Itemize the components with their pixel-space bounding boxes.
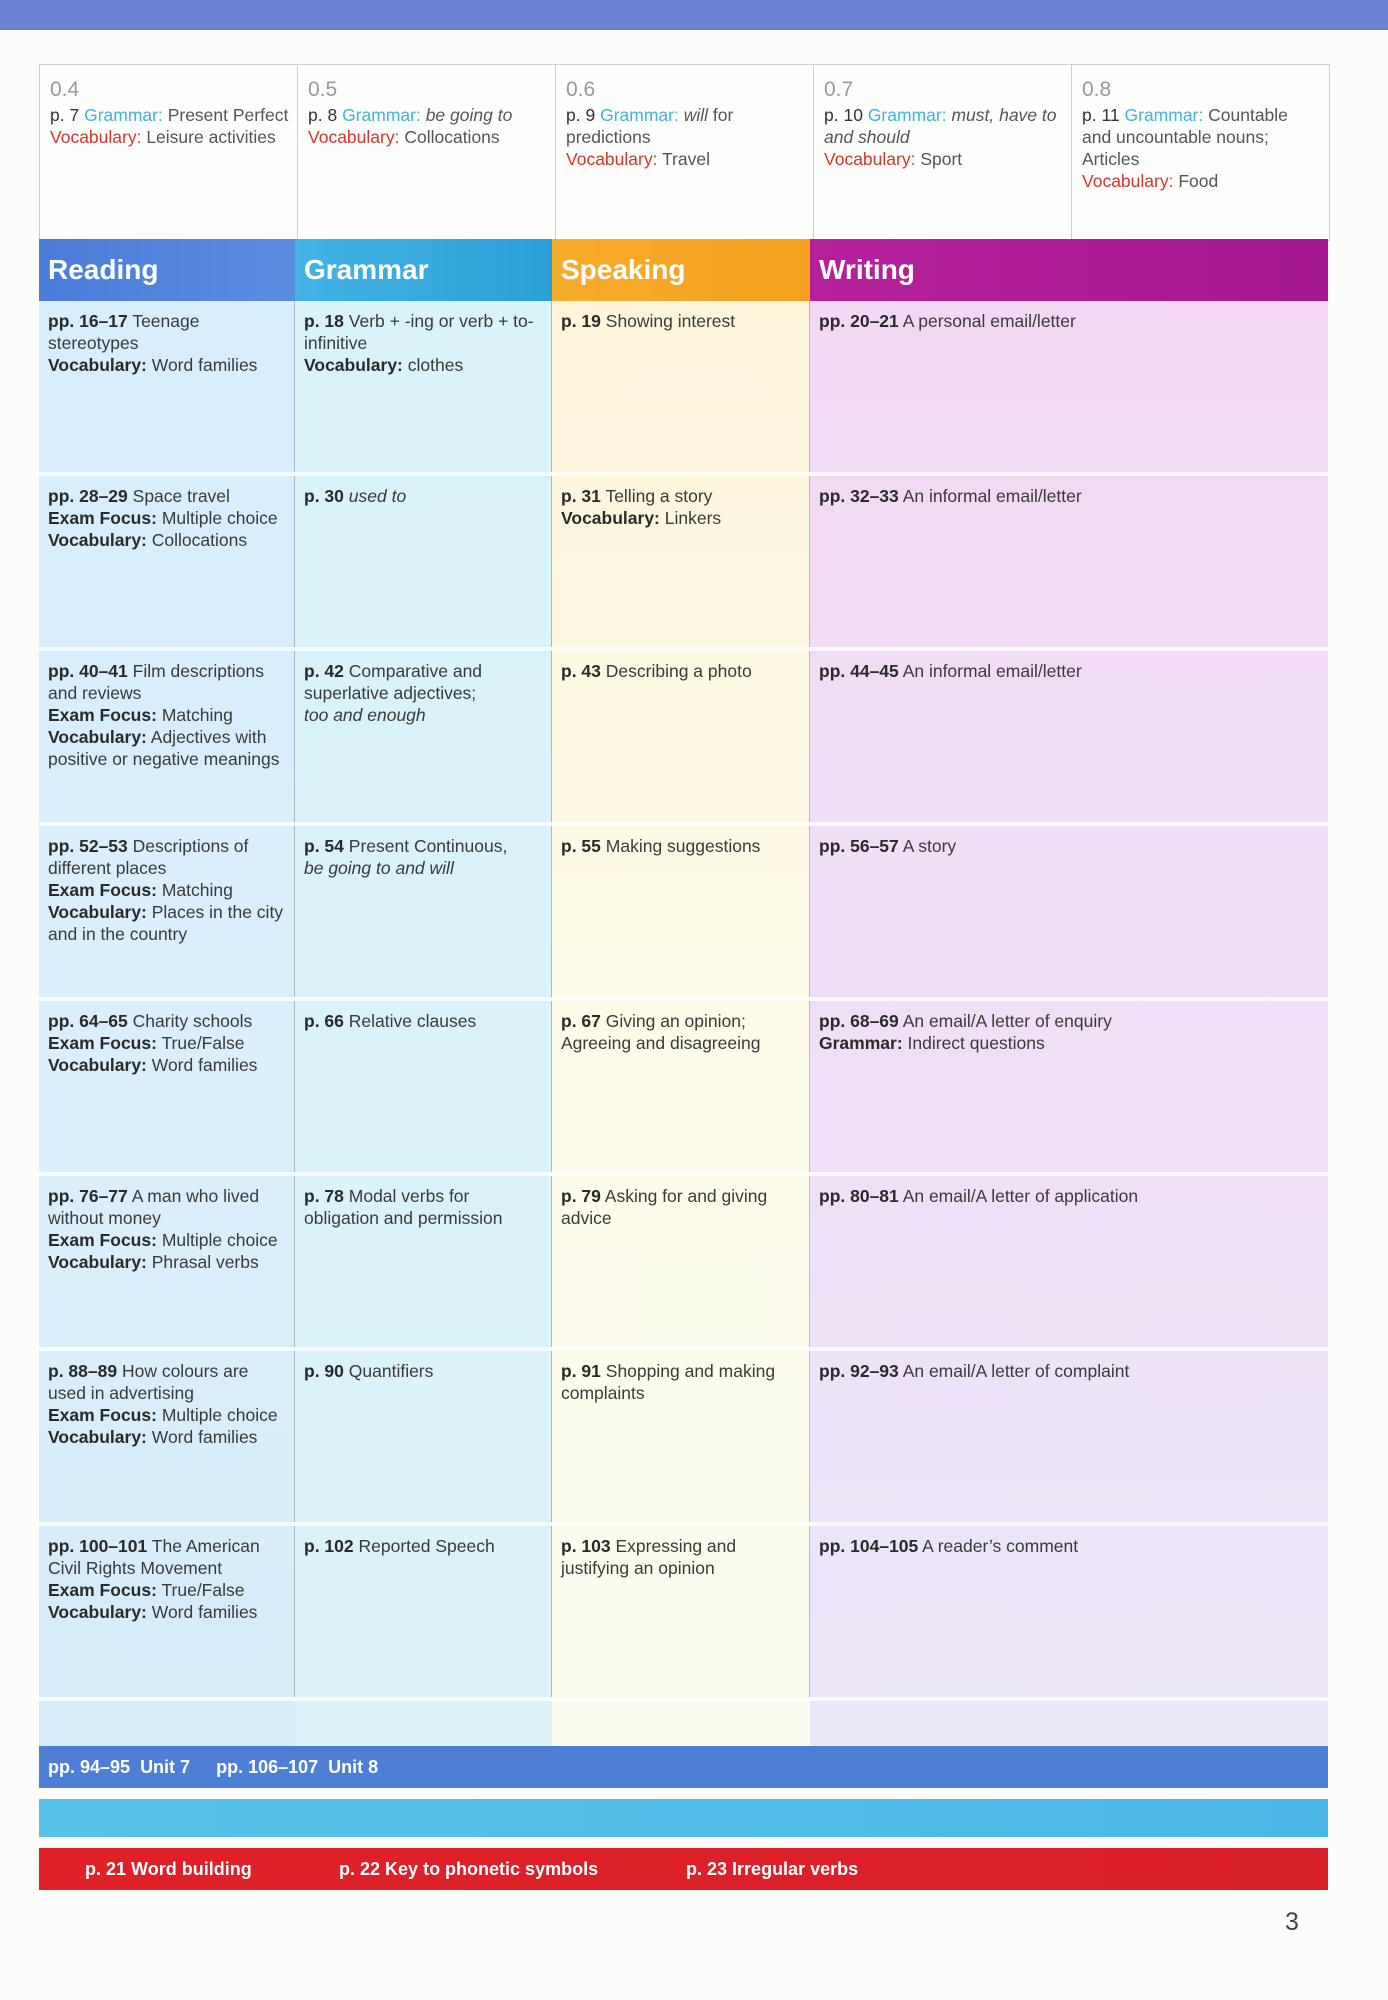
header-writing: Writing (810, 239, 1328, 301)
vocabulary-topic: Word families (151, 355, 258, 375)
writing-topic: An email/A letter of application (902, 1186, 1139, 1206)
vocabulary-label: Vocabulary: (48, 727, 147, 747)
speaking-pages: p. 55 (561, 836, 601, 856)
grammar-pages: p. 90 (304, 1361, 344, 1381)
appendix-irregular-verbs[interactable] (686, 1859, 858, 1880)
contents-row (39, 826, 1328, 1001)
unit-number: 0.4 (50, 78, 80, 101)
vocabulary-label: Vocabulary: (48, 1055, 147, 1075)
exam-focus-label: Exam Focus: (48, 508, 157, 528)
page-number: 3 (1285, 1908, 1299, 1936)
review-item-unit-8[interactable] (216, 1757, 378, 1778)
speaking-topic: Showing interest (605, 311, 736, 331)
review-pages: pp. 94–95 (48, 1756, 131, 1777)
grammar-topic: Present Perfect (167, 105, 289, 125)
contents-row (39, 1526, 1328, 1701)
speaking-cell[interactable] (552, 1176, 810, 1347)
grammar-topic-extra: too and enough (304, 705, 426, 725)
speaking-topic: Telling a story (605, 486, 713, 506)
grammar-topic: Quantifiers (348, 1361, 434, 1381)
grammar-topic: be going to (425, 105, 513, 125)
reading-title: The American Civil Rights Movement (48, 1536, 260, 1578)
speaking-topic: Making suggestions (605, 836, 761, 856)
vocabulary-label: Vocabulary: (561, 508, 660, 528)
vocabulary-topic: Word families (151, 1602, 258, 1622)
speaking-pages: p. 43 (561, 661, 601, 681)
writing-topic: An informal email/letter (902, 486, 1082, 506)
speaking-pages: p. 19 (561, 311, 601, 331)
writing-pages: pp. 56–57 (819, 836, 899, 856)
writing-pages: pp. 20–21 (819, 311, 899, 331)
vocabulary-topic: Linkers (664, 508, 722, 528)
appendix-page: p. 22 (339, 1858, 381, 1879)
vocabulary-label: Vocabulary: (566, 149, 658, 169)
speaking-topic: Asking for and giving advice (561, 1186, 768, 1228)
vocabulary-topic: Collocations (404, 127, 500, 147)
reading-cell[interactable] (39, 1526, 295, 1697)
grammar-topic: Indirect questions (907, 1033, 1045, 1053)
exam-focus-type: Multiple choice (161, 1405, 278, 1425)
writing-cell[interactable] (810, 1176, 1328, 1347)
grammar-pages: p. 18 (304, 311, 344, 331)
grammar-pages: p. 78 (304, 1186, 344, 1206)
grammar-cell[interactable] (295, 1176, 552, 1347)
grammar-topic: Reported Speech (358, 1536, 495, 1556)
grammar-topic-extra: be going to and will (304, 858, 454, 878)
review-pages: pp. 106–107 (216, 1756, 319, 1777)
grammar-cell[interactable] (295, 651, 552, 822)
vocabulary-topic: Travel (662, 149, 710, 169)
writing-topic: An email/A letter of enquiry (902, 1011, 1112, 1031)
grammar-label: Grammar: (867, 105, 947, 125)
unit-number: 0.8 (1082, 78, 1112, 101)
column-headers (39, 239, 1328, 301)
page-ref: p. 10 (824, 105, 863, 125)
exam-focus-type: Matching (161, 880, 233, 900)
grammar-cell[interactable] (295, 301, 552, 472)
reading-pages: pp. 76–77 (48, 1186, 128, 1206)
grammar-label: Grammar: (819, 1033, 903, 1053)
reading-cell[interactable] (39, 826, 295, 997)
page-ref: p. 8 (308, 105, 338, 125)
speaking-pages: p. 67 (561, 1011, 601, 1031)
intro-unit-0-8 (1072, 65, 1329, 240)
appendix-title: Irregular verbs (732, 1858, 859, 1879)
appendix-page: p. 21 (85, 1858, 127, 1879)
writing-cell[interactable] (810, 301, 1328, 472)
reading-pages: pp. 16–17 (48, 311, 128, 331)
exam-focus-type: Multiple choice (161, 1230, 278, 1250)
speaking-pages: p. 79 (561, 1186, 601, 1206)
writing-pages: pp. 68–69 (819, 1011, 899, 1031)
reading-cell[interactable] (39, 651, 295, 822)
contents-row (39, 651, 1328, 826)
writing-pages: pp. 32–33 (819, 486, 899, 506)
reading-pages: pp. 28–29 (48, 486, 128, 506)
speaking-pages: p. 91 (561, 1361, 601, 1381)
vocabulary-label: Vocabulary: (48, 1252, 147, 1272)
appendix-band (39, 1848, 1328, 1890)
exam-focus-label: Exam Focus: (48, 1580, 157, 1600)
vocabulary-topic: Word families (151, 1055, 258, 1075)
grammar-cell[interactable] (295, 1526, 552, 1697)
review-unit: Unit 8 (328, 1756, 379, 1777)
appendix-word-building[interactable] (85, 1859, 252, 1880)
contents-rows (39, 301, 1328, 1701)
grammar-pages: p. 42 (304, 661, 344, 681)
reading-title: Charity schools (132, 1011, 253, 1031)
grammar-topic: must, have to and should (824, 105, 1057, 147)
grammar-pages: p. 66 (304, 1011, 344, 1031)
review-unit: Unit 7 (140, 1756, 191, 1777)
header-speaking: Speaking (552, 239, 810, 301)
vocabulary-label: Vocabulary: (308, 127, 400, 147)
vocabulary-topic: Leisure activities (146, 127, 276, 147)
grammar-topic: Comparative and superlative adjectives; (304, 661, 483, 703)
reading-title: Teenage stereotypes (48, 311, 200, 353)
speaking-cell[interactable] (552, 476, 810, 647)
grammar-topic: Present Continuous, (348, 836, 508, 856)
vocabulary-topic: Word families (151, 1427, 258, 1447)
reading-cell[interactable] (39, 1001, 295, 1172)
speaking-cell[interactable] (552, 651, 810, 822)
header-grammar: Grammar (295, 239, 552, 301)
vocabulary-label: Vocabulary: (48, 902, 147, 922)
reading-cell[interactable] (39, 1176, 295, 1347)
header-reading: Reading (39, 239, 295, 301)
vocabulary-label: Vocabulary: (824, 149, 916, 169)
exam-focus-label: Exam Focus: (48, 880, 157, 900)
vocabulary-topic: Food (1178, 171, 1219, 191)
speaking-topic: Expressing and justifying an opinion (561, 1536, 737, 1578)
contents-row (39, 476, 1328, 651)
page-ref: p. 9 (566, 105, 596, 125)
contents-grid (39, 239, 1328, 1746)
writing-cell[interactable] (810, 1526, 1328, 1697)
appendix-phonetic-symbols[interactable] (339, 1859, 598, 1880)
intro-unit-0-6 (556, 65, 814, 240)
vocabulary-label: Vocabulary: (48, 355, 147, 375)
reading-title: Descriptions of different places (48, 836, 249, 878)
exam-focus-label: Exam Focus: (48, 705, 157, 725)
grammar-topic-rest: for predictions (566, 105, 734, 147)
review-band (39, 1746, 1328, 1788)
writing-topic: An informal email/letter (902, 661, 1082, 681)
intro-unit-0-7 (814, 65, 1072, 240)
grammar-pages: p. 102 (304, 1536, 354, 1556)
grammar-cell[interactable] (295, 1351, 552, 1522)
grammar-pages: p. 54 (304, 836, 344, 856)
appendix-title: Key to phonetic symbols (385, 1858, 599, 1879)
speaking-cell[interactable] (552, 1001, 810, 1172)
appendix-title: Word building (131, 1858, 252, 1879)
contents-row (39, 1351, 1328, 1526)
writing-pages: pp. 92–93 (819, 1361, 899, 1381)
writing-topic: A reader’s comment (922, 1536, 1079, 1556)
grammar-label: Grammar: (342, 105, 421, 125)
reading-pages: pp. 52–53 (48, 836, 128, 856)
vocabulary-label: Vocabulary: (50, 127, 142, 147)
grammar-topic: will (683, 105, 709, 125)
page-ref: p. 7 (50, 105, 80, 125)
exam-focus-type: True/False (161, 1580, 245, 1600)
grammar-topic: Relative clauses (348, 1011, 477, 1031)
intro-unit-0-4 (40, 65, 298, 240)
reading-title: How colours are used in advertising (48, 1361, 249, 1403)
vocabulary-topic: Adjectives with positive or negative meanings (48, 727, 280, 769)
grammar-topic: Verb + -ing or verb + to-infinitive (304, 311, 534, 353)
writing-cell[interactable] (810, 1001, 1328, 1172)
writing-cell[interactable] (810, 1351, 1328, 1522)
speaking-topic: Giving an opinion; Agreeing and disagreeing (561, 1011, 761, 1053)
appendix-page: p. 23 (686, 1858, 728, 1879)
review-item-unit-7[interactable] (48, 1757, 190, 1778)
speaking-pages: p. 31 (561, 486, 601, 506)
vocabulary-label: Vocabulary: (48, 1602, 147, 1622)
vocabulary-topic: clothes (407, 355, 464, 375)
speaking-topic: Describing a photo (605, 661, 752, 681)
unit-number: 0.6 (566, 78, 596, 101)
grammar-topic: used to (348, 486, 407, 506)
writing-topic: A story (902, 836, 957, 856)
contents-row (39, 1176, 1328, 1351)
speaking-cell[interactable] (552, 301, 810, 472)
vocabulary-label: Vocabulary: (48, 1427, 147, 1447)
grammar-cell[interactable] (295, 476, 552, 647)
vocabulary-topic: Collocations (151, 530, 248, 550)
writing-cell[interactable] (810, 651, 1328, 822)
page-ref: p. 11 (1082, 105, 1120, 125)
vocabulary-topic: Places in the city and in the country (48, 902, 284, 944)
writing-topic: A personal email/letter (902, 311, 1076, 331)
contents-row (39, 301, 1328, 476)
reading-cell[interactable] (39, 1351, 295, 1522)
grammar-cell[interactable] (295, 826, 552, 997)
exam-focus-type: Multiple choice (161, 508, 278, 528)
unit-number: 0.5 (308, 78, 338, 101)
contents-row (39, 1001, 1328, 1176)
reading-pages: pp. 40–41 (48, 661, 128, 681)
unit-number: 0.7 (824, 78, 854, 101)
grammar-label: Grammar: (1124, 105, 1204, 125)
grammar-pages: p. 30 (304, 486, 344, 506)
speaking-cell[interactable] (552, 826, 810, 997)
speaking-pages: p. 103 (561, 1536, 611, 1556)
vocabulary-topic: Phrasal verbs (151, 1252, 259, 1272)
vocabulary-label: Vocabulary: (48, 530, 147, 550)
reading-title: A man who lived without money (48, 1186, 260, 1228)
writing-pages: pp. 44–45 (819, 661, 899, 681)
vocabulary-topic: Sport (920, 149, 963, 169)
exam-focus-label: Exam Focus: (48, 1230, 157, 1250)
intro-units-row (39, 64, 1330, 241)
grammar-topic: Countable and uncountable nouns; Articles (1082, 105, 1288, 169)
writing-pages: pp. 104–105 (819, 1536, 919, 1556)
grammar-cell[interactable] (295, 1001, 552, 1172)
speaking-topic: Shopping and making complaints (561, 1361, 776, 1403)
grammar-topic: Modal verbs for obligation and permission (304, 1186, 503, 1228)
grammar-label: Grammar: (84, 105, 163, 125)
speaking-cell[interactable] (552, 1351, 810, 1522)
reading-pages: pp. 64–65 (48, 1011, 128, 1031)
exam-focus-label: Exam Focus: (48, 1405, 157, 1425)
writing-cell[interactable] (810, 826, 1328, 997)
reading-pages: p. 88–89 (48, 1361, 118, 1381)
exam-focus-label: Exam Focus: (48, 1033, 157, 1053)
writing-topic: An email/A letter of complaint (902, 1361, 1130, 1381)
reading-title: Film descriptions and reviews (48, 661, 264, 703)
vocabulary-label: Vocabulary: (1082, 171, 1174, 191)
writing-pages: pp. 80–81 (819, 1186, 899, 1206)
top-color-bar (0, 0, 1388, 30)
reading-title: Space travel (132, 486, 230, 506)
vocabulary-label: Vocabulary: (304, 355, 403, 375)
intro-unit-0-5 (298, 65, 556, 240)
reading-cell[interactable] (39, 476, 295, 647)
exam-focus-type: True/False (161, 1033, 245, 1053)
exam-focus-type: Matching (161, 705, 233, 725)
light-blue-band (39, 1799, 1328, 1837)
speaking-cell[interactable] (552, 1526, 810, 1697)
grammar-label: Grammar: (600, 105, 679, 125)
writing-cell[interactable] (810, 476, 1328, 647)
reading-cell[interactable] (39, 301, 295, 472)
reading-pages: pp. 100–101 (48, 1536, 148, 1556)
